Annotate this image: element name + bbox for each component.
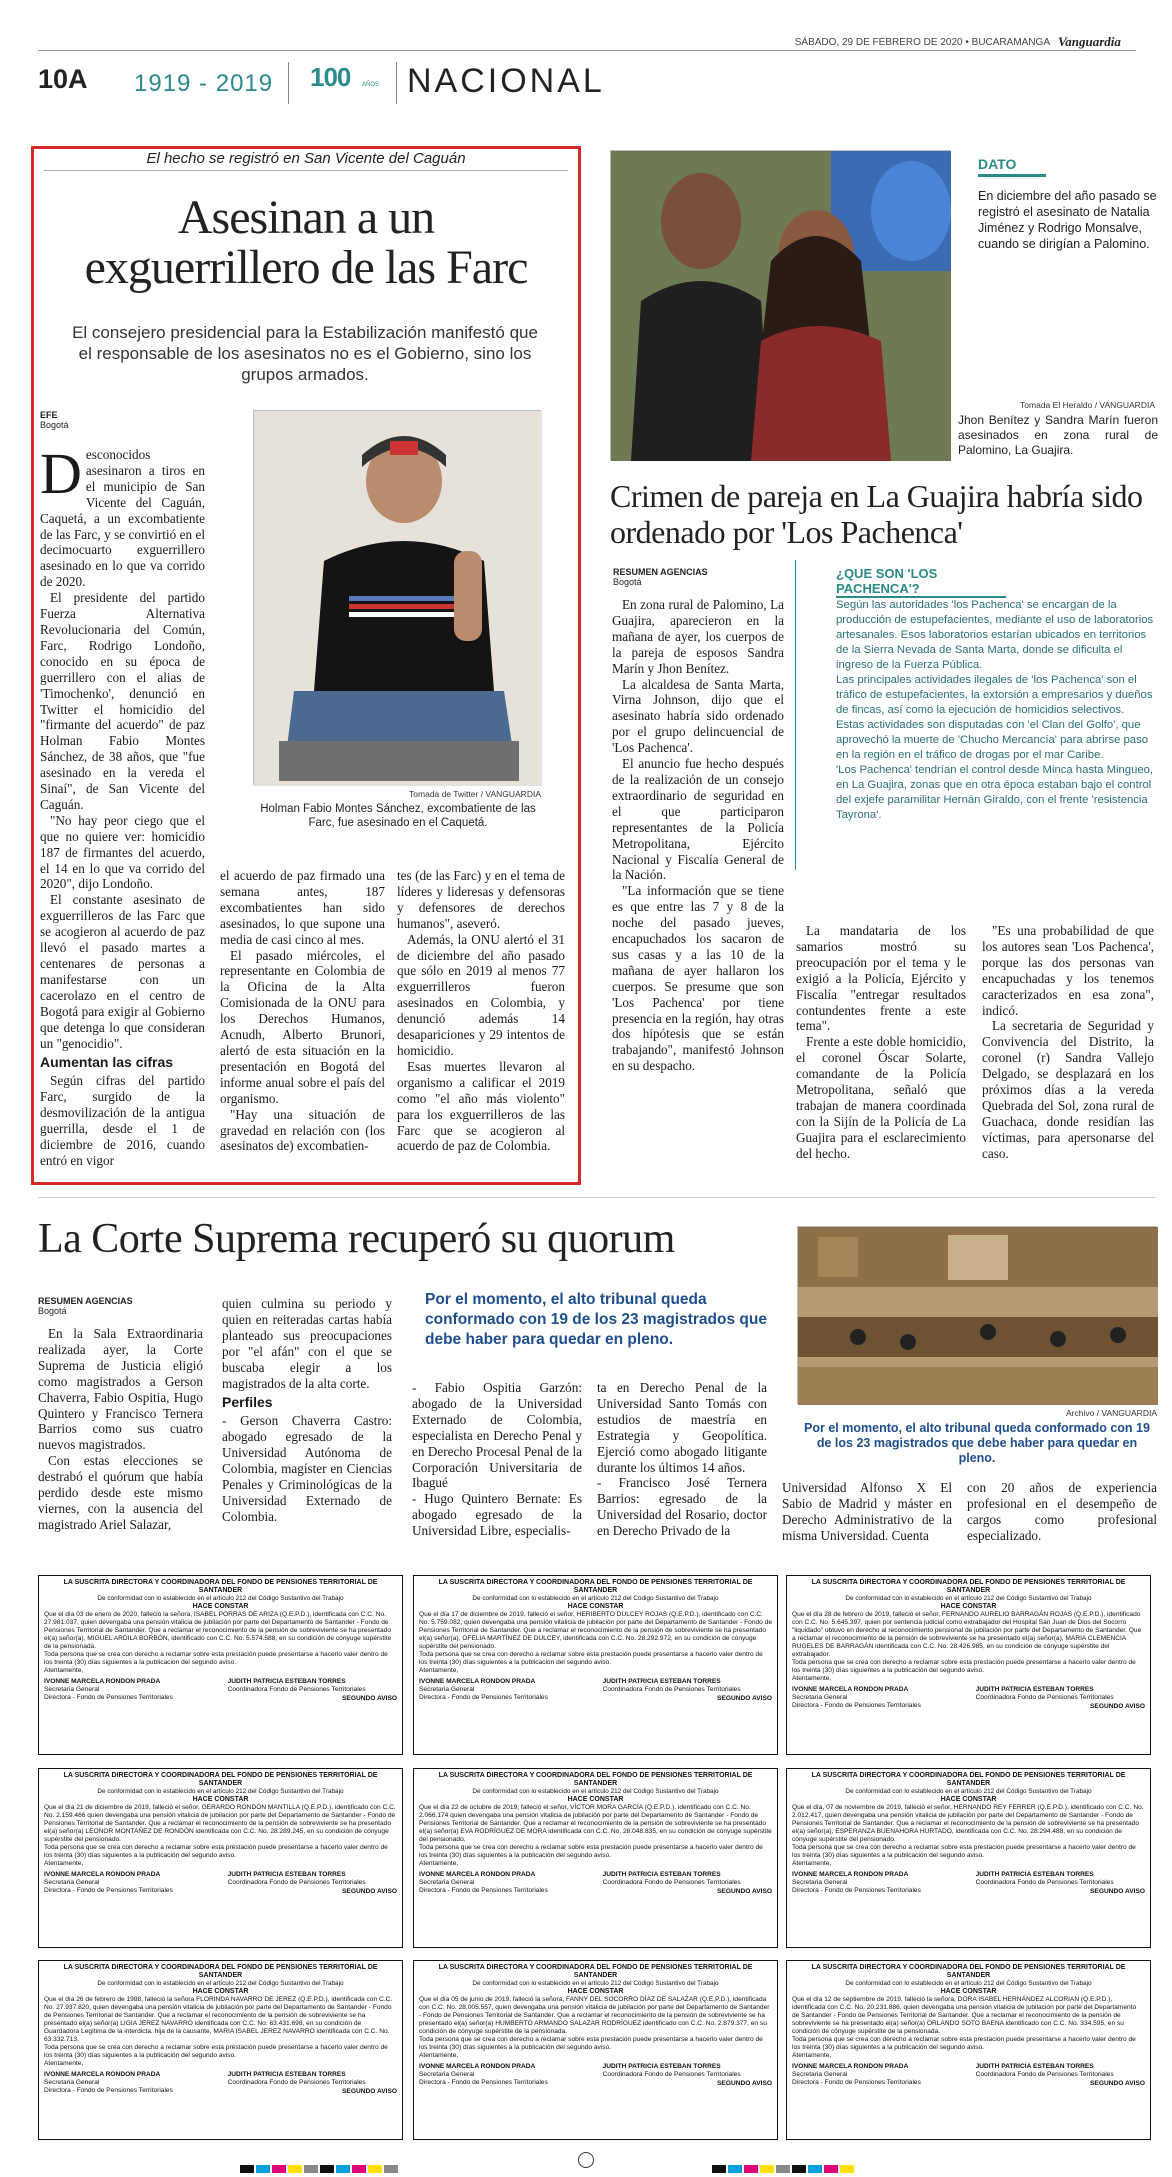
signer-1-name: IVONNE MARCELA RONDON PRADA <box>419 1678 536 1685</box>
signer-1-name: IVONNE MARCELA RONDON PRADA <box>792 1686 909 1693</box>
notice-hace-constar: HACE CONSTAR <box>567 1988 624 1995</box>
notice-closing: Atentamente, <box>792 1675 832 1682</box>
notice-signatures <box>44 1871 397 1896</box>
signer-1-name: IVONNE MARCELA RONDON PRADA <box>44 2071 161 2078</box>
main-col1-p3: "No hay peor ciego que el que no quiere ver: homicidio 187 de firmantes del acuerdo, el 14 en lo que va corrido del 2020", dijo Londoño. <box>40 812 205 892</box>
dateline: SÁBADO, 29 DE FEBRERO DE 2020 • BUCARAMANGA <box>794 37 1050 48</box>
notice-tail: Toda persona que se crea con derecho a reclamar sobre esta prestación puede presentarse a hacerlo valer dentro de los treinta (30) días siguientes a la publicación del segundo aviso. <box>419 1844 763 1859</box>
guajira-headline: Crimen de pareja en La Guajira habría sido ordenado por 'Los Pachenca' <box>610 478 1143 550</box>
notice-body: Que el día 05 de junio de 2019, falleció la señora, FANNY DEL SOCORRO DÍAZ DE SALAZAR (Q.E.P.D.), identificada con C.C. No. 28.005.557, quien devengaba una pensión vitalicia de jubilación por parte del Departamento de Santander - Fondo de Pensiones Territorial de Santander. Que a reclamar el reconocimiento de la pensión de sobreviviente se ha presentado el(a) señor(a) HUMBERTO ARMANDO SALAZAR RODRÍGUEZ identificado con C.C. No. 2.879.377, en su condición de cónyuge supérstite de la pensionada. <box>419 1996 770 2035</box>
notice-title: LA SUSCRITA DIRECTORA Y COORDINADORA DEL FONDO DE PENSIONES TERRITORIAL DE SANTANDER <box>63 1964 378 1979</box>
notice-subtitle: De conformidad con lo establecido en el artículo 212 del Código Sustantivo del Trabajo <box>97 1980 344 1987</box>
notice-tail: Toda persona que se crea con derecho a reclamar sobre esta prestación puede presentarse a hacerlo valer dentro de los treinta (30) días siguientes a la publicación del segundo aviso. <box>44 1844 388 1859</box>
notice-tail: Toda persona que se crea con derecho a reclamar sobre esta prestación puede presentarse a hacerlo valer dentro de los treinta (30) días siguientes a la publicación del segundo aviso. <box>44 1651 388 1666</box>
guajira-col1-p2: La alcaldesa de Santa Marta, Virna Johnson, dijo que el asesinato habría sido ordenado por el grupo delincuencial de 'Los Pachenca'. <box>612 676 784 756</box>
court-photo-caption: Por el momento, el alto tribunal queda conformado con 19 de los 23 magistrados que debe haber para quedar en pleno. <box>804 1421 1150 1465</box>
notice-signatures <box>419 1871 772 1896</box>
signer-2-name: JUDITH PATRICIA ESTEBAN TORRES <box>975 1686 1094 1693</box>
signer-1-role-2: Directora - Fondo de Pensiones Territoriales <box>792 2079 921 2086</box>
corte-col2-p2: - Gerson Chaverra Castro: abogado egresado de la Universidad Autónoma de Colombia, magíster en Ciencias Penales y Criminológicas de la Universidad Externado de Colombia. <box>222 1413 392 1524</box>
signer-2-name: JUDITH PATRICIA ESTEBAN TORRES <box>227 1678 346 1685</box>
notice-tail: Toda persona que se crea con derecho a reclamar sobre esta prestación puede presentarse a hacerlo valer dentro de los treinta (30) días siguientes a la publicación del segundo aviso. <box>792 1659 1136 1674</box>
corte-byline-location: Bogotá <box>38 1306 67 1316</box>
notice-body: Que el día 28 de febrero de 2019, falleció el señor, FERNANDO AURELIO BARRAGÁN ROJAS (Q.E.P.D.), identificado con C.C. No. 5.645.397, quien por sentencia judicial como extrabajador del Hospital San Juan de Dios del Socorro "liquidado" obtuvo en derecho al reconocimiento pensional de jubilación por parte del Departamento de Santander. Que a reclamar el reconocimiento de la pensión de sobreviviente se ha presentado el(a) señor(a), MARIA CLEMENCIA RUGELES DE BARRAGÁN identificada con C.C. No. 28.426.985, en su condición de cónyuge supérstite del extrabajador. <box>792 1611 1142 1658</box>
holman-photo <box>253 410 541 785</box>
guajira-col3-p2: La secretaria de Seguridad y Convivencia del Distrito, la coronel (r) Sandra Vallejo Delgado, se desplazará en los próximos días a la vereda Quebrada del Sol, zona rural de Guachaca, donde residían las víctimas, para apersonarse del caso. <box>982 1018 1154 1161</box>
signer-2-name: JUDITH PATRICIA ESTEBAN TORRES <box>227 2071 346 2078</box>
signer-1-role: Secretaria General <box>44 2079 100 2086</box>
main-col2-p3: "Hay una situación de gravedad en relación con (los asesinatos de) excombatien- <box>220 1106 385 1154</box>
signer-1-role: Secretaria General <box>44 1879 100 1886</box>
legal-notice <box>38 1960 403 2140</box>
page-number: 10A <box>38 64 88 94</box>
corte-col4-p1: ta en Derecho Penal de la Universidad Santo Tomás con estudios de maestría en Estrategia y Geopolítica. Ejerció como abogado litigante durante los últimos 14 años. <box>597 1380 767 1475</box>
corte-column-5 <box>782 1480 952 1555</box>
guajira-col1-p1: En zona rural de Palomino, La Guajira, aparecieron en la mañana de ayer, los cuerpos de la pareja de esposos Sandra Marín y Jhon Benítez. <box>612 597 784 676</box>
notice-signatures <box>44 1678 397 1703</box>
signer-1-role: Secretaria General <box>419 1686 475 1693</box>
signer-2-role: Coordinadora Fondo de Pensiones Territoriales <box>602 1686 741 1693</box>
notice-closing: Atentamente, <box>44 1667 84 1674</box>
section-title: NACIONAL <box>407 62 605 100</box>
guajira-byline <box>613 567 773 587</box>
signer-2-role: Coordinadora Fondo de Pensiones Territoriales <box>227 1879 366 1886</box>
court-photo <box>797 1226 1157 1404</box>
legal-notice <box>38 1575 403 1755</box>
notice-hace-constar: HACE CONSTAR <box>192 1988 249 1995</box>
notice-aviso: SEGUNDO AVISO <box>342 1888 397 1895</box>
notice-body: Que el día, 07 de noviembre de 2019, falleció el señor, HERNANDO REY FERRER (Q.E.P.D.), identificado con C.C. No. 2.012.417, quien devengaba una pensión vitalicia de jubilación por parte del Departamento de Santander - Fondo de Pensiones Territorial de Santander. Que a reclamar el reconocimiento de la pensión de sobreviviente se ha presentado el(a) señor(a), ESPERANZA BUENAHORA HURTADO, identificada con C.C. No. 28.294.488, en su condición de cónyuge supérstite del pensionado. <box>792 1804 1144 1843</box>
signer-2-role: Coordinadora Fondo de Pensiones Territoriales <box>602 2071 741 2078</box>
signer-1-name: IVONNE MARCELA RONDON PRADA <box>419 1871 536 1878</box>
signer-2-role: Coordinadora Fondo de Pensiones Territoriales <box>227 1686 366 1693</box>
signer-2-name: JUDITH PATRICIA ESTEBAN TORRES <box>602 2063 721 2070</box>
signer-2-name: JUDITH PATRICIA ESTEBAN TORRES <box>602 1871 721 1878</box>
main-column-1 <box>40 447 205 1177</box>
main-col2-p2: El pasado miércoles, el representante en Colombia de la Oficina de la Alta Comisionada de la ONU para los Derechos Humanos, Acnudh, Alberto Brunori, alertó de esta situación en la presentación en Bogotá del informe anual sobre el país del organismo. <box>220 947 385 1106</box>
notice-subtitle: De conformidad con lo establecido en el artículo 212 del Código Sustantivo del Trabajo <box>472 1980 719 1987</box>
corte-subhead: Perfiles <box>222 1394 273 1411</box>
pachenca-p1: Según las autoridades 'los Pachenca' se encargan de la producción de estupefacientes, mediante el uso de laboratorios artesanales. Esos laboratorios estarían ubicados en territorios de la Sierra Nevada de Santa Marta, donde se dificulta el ingreso de la Fuerza Pública. <box>836 599 1154 671</box>
main-col3-p2: Además, la ONU alertó el 31 de diciembre del año pasado que sólo en 2019 al menos 77 exguerrilleros fueron asesinados en Colombia, y denunció además 14 desapariciones y 29 intentos de homicidio. <box>397 931 565 1058</box>
main-byline <box>40 410 200 430</box>
legal-notice <box>413 1960 778 2140</box>
notice-closing: Atentamente, <box>44 1860 84 1867</box>
couple-photo-caption: Jhon Benítez y Sandra Marín fueron asesinados en zona rural de Palomino, La Guajira. <box>958 413 1158 457</box>
signer-1-name: IVONNE MARCELA RONDON PRADA <box>792 1871 909 1878</box>
court-photo-credit: Archivo / VANGUARDIA <box>1065 1408 1157 1418</box>
notice-subtitle: De conformidad con lo establecido en el artículo 212 del Código Sustantivo del Trabajo <box>472 1788 719 1795</box>
header-divider <box>288 62 289 104</box>
legal-notice <box>786 1960 1151 2140</box>
pachenca-box-text <box>836 598 1154 823</box>
notice-hace-constar: HACE CONSTAR <box>192 1603 249 1610</box>
legal-notice <box>38 1768 403 1948</box>
signer-1-role-2: Directora - Fondo de Pensiones Territoriales <box>44 1694 173 1701</box>
header-rule <box>38 50 1136 51</box>
corte-column-4 <box>597 1380 767 1555</box>
corte-col5-p1: Universidad Alfonso X El Sabio de Madrid y máster en Derecho Administrativo de la misma Universidad. Cuenta <box>782 1480 952 1543</box>
guajira-column-1 <box>612 597 784 1182</box>
notice-title: LA SUSCRITA DIRECTORA Y COORDINADORA DEL FONDO DE PENSIONES TERRITORIAL DE SANTANDER <box>438 1772 753 1787</box>
notice-aviso: SEGUNDO AVISO <box>1090 1888 1145 1895</box>
main-col1-p1: esconocidos asesinaron a tiros en el municipio de San Vicente del Caguán, Caquetá, a un excombatiente de las Farc, y se convirtió en el decimocuarto exguerrillero asesinado en lo que va corrido de 2020. <box>40 447 205 590</box>
notice-closing: Atentamente, <box>419 2052 459 2059</box>
pachenca-p3: 'Los Pachenca' tendrían el control desde Minca hasta Mingueo, en La Guajira, zonas que en otra época estaban bajo el control del exjefe paramilitar Hernán Giraldo, con el frente 'resistencia Tayrona'. <box>836 764 1154 821</box>
notice-body: Que el día 21 de diciembre de 2019, falleció el señor, GERARDO RONDÓN MANTILLA (Q.E.P.D.), identificado con C.C. No. 2.159.466 quien devengaba una pensión vitalicia de jubilación por parte del Departamento de Santander - Fondo de Pensiones Territorial de Santander. Que a reclamar el reconocimiento de la pensión de sobreviviente se ha presentado el(a) señor(a) LEONOR MONTAÑEZ DE RONDÓN identificada con C.C. No. 28.289.245, en su condición de cónyuge supérstite del pensionado. <box>44 1804 396 1843</box>
notice-closing: Atentamente, <box>792 1860 832 1867</box>
person-illustration <box>254 411 542 786</box>
signer-1-name: IVONNE MARCELA RONDON PRADA <box>44 1871 161 1878</box>
signer-1-role-2: Directora - Fondo de Pensiones Territoriales <box>792 1702 921 1709</box>
notice-hace-constar: HACE CONSTAR <box>567 1796 624 1803</box>
corte-column-3 <box>412 1380 582 1555</box>
main-column-3 <box>397 868 565 1178</box>
notice-tail: Toda persona que se crea con derecho a reclamar sobre esta prestación puede presentarse a hacerlo valer dentro de los treinta (30) días siguientes a la publicación del segundo aviso. <box>419 1651 763 1666</box>
notice-subtitle: De conformidad con lo establecido en el artículo 212 del Código Sustantivo del Trabajo <box>97 1788 344 1795</box>
notice-closing: Atentamente, <box>419 1860 459 1867</box>
notice-signatures <box>419 2063 772 2088</box>
couple-photo-credit: Tomada El Heraldo / VANGUARDIA <box>1020 400 1155 410</box>
dato-text: En diciembre del año pasado se registró el asesinato de Natalia Jiménez y Rodrigo Monsalve, cuando se dirigían a Palomino. <box>978 189 1157 251</box>
signer-2-role: Coordinadora Fondo de Pensiones Territoriales <box>602 1879 741 1886</box>
notice-title: LA SUSCRITA DIRECTORA Y COORDINADORA DEL FONDO DE PENSIONES TERRITORIAL DE SANTANDER <box>63 1579 378 1594</box>
notice-body: Que el día 03 de enero de 2020, falleció la señora, ISABEL PORRAS DE ARIZA (Q.E.P.D.), identificada con C.C. No. 27.981.037, quien devengaba una pensión vitalicia de jubilación por parte del Departamento de Santander - Fondo de Pensiones Territorial de Santander. Que a reclamar el reconocimiento de la pensión de sobreviviente se ha presentado el(a) señor(a), MIGUEL ARDILA BORBÓN, identificado con C.C. No. 5.574.588, en su condición de cónyuge supérstite de la pensionada. <box>44 1611 392 1650</box>
notice-aviso: SEGUNDO AVISO <box>1090 2080 1145 2087</box>
signer-1-role-2: Directora - Fondo de Pensiones Territoriales <box>792 1887 921 1894</box>
notice-aviso: SEGUNDO AVISO <box>717 1695 772 1702</box>
signer-2-role: Coordinadora Fondo de Pensiones Territoriales <box>975 1879 1114 1886</box>
registration-mark-icon <box>578 2152 594 2168</box>
main-subhead: Aumentan las cifras <box>40 1054 174 1071</box>
notice-title: LA SUSCRITA DIRECTORA Y COORDINADORA DEL FONDO DE PENSIONES TERRITORIAL DE SANTANDER <box>811 1964 1126 1979</box>
corte-byline <box>38 1296 198 1316</box>
corte-col4-p2: - Francisco José Ternera Barrios: egresado de la Universidad del Rosario, doctor en Derecho Privado de la <box>597 1475 767 1539</box>
signer-1-name: IVONNE MARCELA RONDON PRADA <box>419 2063 536 2070</box>
notice-signatures <box>792 1686 1145 1711</box>
pachenca-box-title: ¿QUE SON 'LOS PACHENCA'? <box>836 566 1006 598</box>
signer-1-role: Secretaria General <box>792 1694 848 1701</box>
notice-hace-constar: HACE CONSTAR <box>192 1796 249 1803</box>
notice-title: LA SUSCRITA DIRECTORA Y COORDINADORA DEL FONDO DE PENSIONES TERRITORIAL DE SANTANDER <box>438 1579 753 1594</box>
notice-body: Que el día 22 de octubre de 2019, falleció el señor, VÍCTOR MORA GARCÍA (Q.E.P.D.), identificado con C.C. No. 2.066.174 quien devengaba una pensión vitalicia de jubilación por parte del Departamento de Santander - Fondo de Pensiones Territorial de Santander. Que a reclamar el reconocimiento de la pensión de sobreviviente se ha presentado el(a) señor(a) EVA RODRÍGUEZ DE MORA identificada con C.C. No. 28.048.835, en su condición de cónyuge supérstite del pensionado. <box>419 1804 772 1843</box>
guajira-byline-location: Bogotá <box>613 577 642 587</box>
guajira-col3-p1: "Es una probabilidad de que los autores sean 'Los Pachenca', porque las dos personas van encapuchadas y los tenemos caracterizados en esa zona", indicó. <box>982 923 1154 1018</box>
main-headline: Asesinan a un exguerrillero de las Farc <box>84 191 528 294</box>
legal-notice <box>786 1575 1151 1755</box>
notice-hace-constar: HACE CONSTAR <box>940 1603 997 1610</box>
holman-photo-caption: Holman Fabio Montes Sánchez, excombatiente de las Farc, fue asesinado en el Caquetá. <box>260 803 536 829</box>
notice-signatures <box>792 2063 1145 2088</box>
signer-1-role: Secretaria General <box>419 1879 475 1886</box>
header-divider-2 <box>396 62 397 104</box>
signer-1-role-2: Directora - Fondo de Pensiones Territoriales <box>419 2079 548 2086</box>
byline-source: EFE <box>40 410 58 420</box>
guajira-column-2 <box>796 923 966 1183</box>
corte-column-2 <box>222 1296 392 1556</box>
centennial-years: 1919 - 2019 <box>134 70 274 97</box>
main-kicker: El hecho se registró en San Vicente del Caguán <box>44 150 568 171</box>
couple-illustration <box>611 151 951 461</box>
main-col3-p1: tes (de las Farc) y en el tema de líderes y lideresas y defensoras y defensores de derechos humanos", aseveró. <box>397 868 565 931</box>
notice-closing: Atentamente, <box>792 2052 832 2059</box>
notice-signatures <box>44 2071 397 2096</box>
main-col1-p5: Según cifras del partido Farc, surgido de la desmovilización de la antigua guerrilla, desde el 1 de diciembre de 2016, cuando entró en vigor <box>40 1073 205 1168</box>
corte-column-1 <box>38 1326 203 1556</box>
signer-1-role-2: Directora - Fondo de Pensiones Territoriales <box>419 1694 548 1701</box>
notice-title: LA SUSCRITA DIRECTORA Y COORDINADORA DEL FONDO DE PENSIONES TERRITORIAL DE SANTANDER <box>811 1579 1126 1594</box>
corte-col1-p2: Con estas elecciones se destrabó el quórum que había perdido desde este mismo viernes, con la ausencia del magistrado Ariel Salazar, <box>38 1453 203 1532</box>
notice-aviso: SEGUNDO AVISO <box>342 2088 397 2095</box>
guajira-column-3 <box>982 923 1154 1183</box>
couple-photo <box>610 150 950 460</box>
notice-tail: Toda persona que se crea con derecho a reclamar sobre esta prestación puede presentarse a hacerlo valer dentro de los treinta (30) días siguientes a la publicación del segundo aviso. <box>792 2036 1136 2051</box>
corte-col3-p2: - Hugo Quintero Bernate: Es abogado egresado de la Universidad Libre, especialis- <box>412 1491 582 1539</box>
notice-tail: Toda persona que se crea con derecho a reclamar sobre esta prestación puede presentarse a hacerlo valer dentro de los treinta (30) días siguientes a la publicación del segundo aviso. <box>792 1844 1136 1859</box>
signer-1-role-2: Directora - Fondo de Pensiones Territoriales <box>44 2087 173 2094</box>
notice-aviso: SEGUNDO AVISO <box>342 1695 397 1702</box>
guajira-col2-p2: Frente a este doble homicidio, el coronel Óscar Solarte, comandante de la Policía Metropolitana, señaló que trabajan de manera coordinada con la Sijín de la Policía de La Guajira para el esclarecimiento del hecho. <box>796 1034 966 1161</box>
notice-subtitle: De conformidad con lo establecido en el artículo 212 del Código Sustantivo del Trabajo <box>845 1980 1092 1987</box>
notice-closing: Atentamente, <box>44 2060 84 2067</box>
main-deck: El consejero presidencial para la Estabilización manifestó que el responsable de los asesinatos no es el Gobierno, sino los grupos armados. <box>72 323 538 384</box>
byline-location: Bogotá <box>40 420 69 430</box>
notice-aviso: SEGUNDO AVISO <box>717 2080 772 2087</box>
holman-photo-credit: Tomada de Twitter / VANGUARDIA <box>409 789 541 799</box>
notice-subtitle: De conformidad con lo establecido en el artículo 212 del Código Sustantivo del Trabajo <box>845 1595 1092 1602</box>
signer-1-role-2: Directora - Fondo de Pensiones Territoriales <box>419 1887 548 1894</box>
notice-tail: Toda persona que se crea con derecho a reclamar sobre esta prestación puede presentarse a hacerlo valer dentro de los treinta (30) días siguientes a la publicación del segundo aviso. <box>44 2044 388 2059</box>
notice-aviso: SEGUNDO AVISO <box>1090 1703 1145 1710</box>
notice-tail: Toda persona que se crea con derecho a reclamar sobre esta prestación puede presentarse a hacerlo valer dentro de los treinta (30) días siguientes a la publicación del segundo aviso. <box>419 2036 763 2051</box>
signer-2-name: JUDITH PATRICIA ESTEBAN TORRES <box>227 1871 346 1878</box>
notice-title: LA SUSCRITA DIRECTORA Y COORDINADORA DEL FONDO DE PENSIONES TERRITORIAL DE SANTANDER <box>811 1772 1126 1787</box>
notice-aviso: SEGUNDO AVISO <box>717 1888 772 1895</box>
notice-hace-constar: HACE CONSTAR <box>940 1796 997 1803</box>
corte-col1-p1: En la Sala Extraordinaria realizada ayer, la Corte Suprema de Justicia eligió como magistrados a Gerson Chaverra, Fabio Ospitia, Hugo Quintero y Francisco Ternera Barrios como sus cuatro nuevos magistrados. <box>38 1326 203 1453</box>
guajira-byline-source: RESUMEN AGENCIAS <box>613 567 708 577</box>
section-rule <box>38 1197 1156 1198</box>
signer-1-role: Secretaria General <box>792 1879 848 1886</box>
notice-subtitle: De conformidad con lo establecido en el artículo 212 del Código Sustantivo del Trabajo <box>845 1788 1092 1795</box>
signer-2-name: JUDITH PATRICIA ESTEBAN TORRES <box>602 1678 721 1685</box>
signer-2-role: Coordinadora Fondo de Pensiones Territoriales <box>975 1694 1114 1701</box>
legal-notice <box>413 1768 778 1948</box>
guajira-col1-p4: "La información que se tiene es que entre las 7 y 8 de la noche del pasado jueves, encapuchados los sacaron de sus casas y a las 10 de la mañana de ayer hallaron los cuerpos. Se presume que son 'Los Pachenca' por tiene presencia en la región, hay otras dos hipótesis que se están trabajando", manifestó Johnson en su despacho. <box>612 883 784 1074</box>
corte-quote: Por el momento, el alto tribunal queda conformado con 19 de los 23 magistrados que debe haber para quedar en pleno. <box>425 1291 767 1348</box>
courtroom-illustration <box>798 1227 1158 1405</box>
guajira-col2-p1: La mandataria de los samarios mostró su preocupación por el tema y le exigió a la Policía, Ejército y Fiscalía "entregar resultados contundentes frente a este tema". <box>796 923 966 1034</box>
notice-hace-constar: HACE CONSTAR <box>567 1603 624 1610</box>
pachenca-box-bracket <box>795 560 803 870</box>
anniversary-sub: AÑOS <box>362 82 380 88</box>
corte-col2-p1: quien culmina su periodo y quien en reiteradas cartas había planteado sus preocupaciones por "el afán" con el que se buscaba elegir a los magistrados de la alta corte. <box>222 1296 392 1391</box>
signer-1-role: Secretaria General <box>792 2071 848 2078</box>
notice-body: Que el día 12 de septiembre de 2019, falleció la señora, DORA ISABEL HERNÁNDEZ ALCORIAN (Q.E.P.D.), identificada con C.C. No. 20.231.886, quien devengaba una pensión vitalicia de jubilación por parte del Departamento de Santander - Fondo de Pensiones Territorial de Santander. Que a reclamar el reconocimiento de la pensión de sobreviviente se ha presentado el(a) señor(a) ORLANDO SOTO BAENA identificado con C.C. No. 334.595, en su condición de cónyuge supérstite de la pensionada. <box>792 1996 1137 2035</box>
notice-title: LA SUSCRITA DIRECTORA Y COORDINADORA DEL FONDO DE PENSIONES TERRITORIAL DE SANTANDER <box>63 1772 378 1787</box>
signer-1-role: Secretaria General <box>44 1686 100 1693</box>
signer-1-role: Secretaria General <box>419 2071 475 2078</box>
corte-column-6 <box>967 1480 1157 1555</box>
dropcap: D <box>40 447 82 506</box>
notice-body: Que el día 17 de diciembre de 2019, falleció el señor, HERIBERTO DULCEY ROJAS (Q.E.P.D.), identificado con C.C. No. 5.759.082, quien devengaba una pensión vitalicia de jubilación por parte del Departamento de Santander - Fondo de Pensiones Territorial de Santander. Que a reclamar el reconocimiento de la pensión de sobreviviente se ha presentado el(a) señor(a), OFELIA MARTÍNEZ DE DULCEY, identificada con C.C. No. 28.292.972, en su condición de cónyuge supérstite del pensionado. <box>419 1611 773 1650</box>
signer-2-role: Coordinadora Fondo de Pensiones Territoriales <box>975 2071 1114 2078</box>
notice-signatures <box>419 1678 772 1703</box>
print-color-bar <box>240 2158 1140 2177</box>
notice-body: Que el día 26 de febrero de 1988, falleció la señora FLORINDA NAVARRO DE JEREZ (Q.E.P.D.), identificada con C.C. No. 27.937.820, quien devengaba una pensión vitalicia de jubilación por parte del Departamento de Santander - Fondo de Pensiones Territorial de Santander. Que a reclamar el reconocimiento de la pensión de sobreviviente se ha presentado el(a) señor(a) LIGIA JEREZ NAVARRO identificada con C.C. No. 63.431.698, en su condición de Guardadora Legítima de la interdicta, hija de la causante, MARIA ISABEL JEREZ NAVARRO identificada con C.C. No. 63.332.713. <box>44 1996 393 2043</box>
main-col3-p3: Esas muertes llevaron al organismo a calificar el 2019 como "el año más violento" para los exguerrilleros de las Farc que se acogieron al acuerdo de paz de Colombia. <box>397 1058 565 1154</box>
main-col1-p2: El presidente del partido Fuerza Alternativa Revolucionaria del Común, Farc, Rodrigo Londoño, conocido en su época de guerrillero con el alias de 'Timochenko', denunció en Twitter el homicidio del "firmante del acuerdo" de paz Holman Fabio Montes Sánchez, de 38 años, que "fue asesinado en la vereda el Sinaí", de San Vicente del Caguán. <box>40 590 205 812</box>
corte-byline-source: RESUMEN AGENCIAS <box>38 1296 133 1306</box>
notice-hace-constar: HACE CONSTAR <box>940 1988 997 1995</box>
signer-2-role: Coordinadora Fondo de Pensiones Territoriales <box>227 2079 366 2086</box>
signer-1-role-2: Directora - Fondo de Pensiones Territoriales <box>44 1887 173 1894</box>
signer-2-name: JUDITH PATRICIA ESTEBAN TORRES <box>975 1871 1094 1878</box>
legal-notice <box>786 1768 1151 1948</box>
notice-subtitle: De conformidad con lo establecido en el artículo 212 del Código Sustantivo del Trabajo <box>97 1595 344 1602</box>
main-column-2 <box>220 868 385 1178</box>
notice-signatures <box>792 1871 1145 1896</box>
signer-2-name: JUDITH PATRICIA ESTEBAN TORRES <box>975 2063 1094 2070</box>
main-col2-p1: el acuerdo de paz firmado una semana antes, 187 excombatientes han sido asesinados, lo que supone una media de casi cinco al mes. <box>220 868 385 947</box>
notice-closing: Atentamente, <box>419 1667 459 1674</box>
signer-1-name: IVONNE MARCELA RONDON PRADA <box>792 2063 909 2070</box>
legal-notice <box>413 1575 778 1755</box>
anniversary-logo: 100 <box>310 62 351 92</box>
guajira-col1-p3: El anuncio fue hecho después de la realización de un consejo extraordinario de seguridad en el que participaron representantes de la Policía Metropolitana, Ejército Nacional y Fiscalía General de la Nación. <box>612 756 784 883</box>
corte-col3-p1: - Fabio Ospitia Garzón: abogado de la Universidad Externado de Colombia, especialista en Derecho Penal y en Derecho Procesal Penal de la Corporación Universitaria de Ibagué <box>412 1380 582 1491</box>
corte-headline: La Corte Suprema recuperó su quorum <box>38 1216 675 1262</box>
dato-label: DATO <box>978 156 1046 177</box>
pachenca-p2: Las principales actividades ilegales de 'los Pachenca' son el tráfico de estupefacientes, la extorsión a empresarios y dueños de fincas, así como la ejecución de homicidios selectivos. Estas actividades son disputadas con 'el Clan del Golfo', que aprovechó la muerte de 'Chucho Mercancía' para abrirse paso en la región en el tráfico de drogas por el mar Caribe. <box>836 674 1153 761</box>
signer-1-name: IVONNE MARCELA RONDON PRADA <box>44 1678 161 1685</box>
notice-subtitle: De conformidad con lo establecido en el artículo 212 del Código Sustantivo del Trabajo <box>472 1595 719 1602</box>
notice-title: LA SUSCRITA DIRECTORA Y COORDINADORA DEL FONDO DE PENSIONES TERRITORIAL DE SANTANDER <box>438 1964 753 1979</box>
corte-col6-p1: con 20 años de experiencia profesional en el desempeño de cargos como profesional especializado. <box>967 1480 1157 1543</box>
brand-name: Vanguardia <box>1058 34 1121 49</box>
main-col1-p4: El constante asesinato de exguerrilleros de las Farc que se acogieron al acuerdo de paz llevó el pasado martes a centenares de personas a manifestarse con un cacerolazo en el centro de Bogotá para exigir al Gobierno que detenga lo que consideran un "genocidio". <box>40 892 205 1051</box>
